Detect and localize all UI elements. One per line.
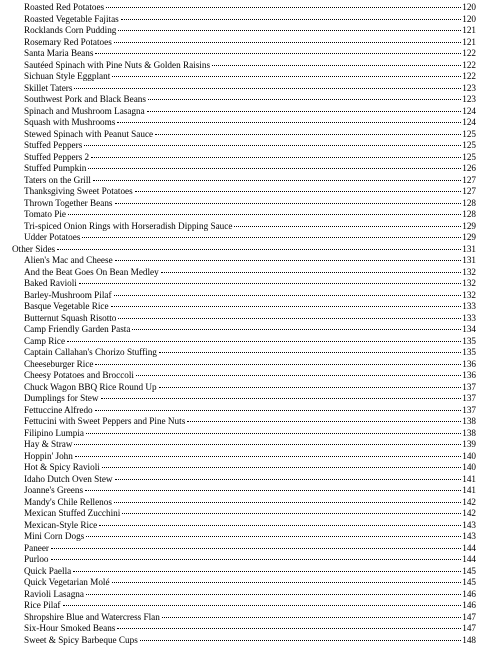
dot-leader: [74, 88, 461, 89]
toc-entry-title: Fettucini with Sweet Peppers and Pine Nuts: [24, 416, 186, 428]
toc-entry-title: Roasted Red Potatoes: [24, 2, 105, 14]
toc-entry-title: Shropshire Blue and Watercress Flan: [24, 612, 161, 624]
toc-entry-page-number: 135: [462, 336, 476, 348]
toc-entry-title: Chuck Wagon BBQ Rice Round Up: [24, 382, 158, 394]
toc-entry[interactable]: [0, 347, 500, 359]
dot-leader: [73, 571, 461, 572]
toc-entry-title: Fettuccine Alfredo: [24, 405, 94, 417]
toc-entry-title: Paneer: [24, 543, 50, 555]
toc-entry[interactable]: [0, 71, 500, 83]
toc-entry[interactable]: [0, 451, 500, 463]
toc-entry-page-number: 137: [462, 382, 476, 394]
toc-entry-title: Quick Vegetarian Molé: [24, 577, 111, 589]
dot-leader: [85, 490, 461, 491]
toc-entry-title: Cheesy Potatoes and Broccoli: [24, 370, 135, 382]
toc-entry-title: Southwest Pork and Black Beans: [24, 94, 147, 106]
toc-entry-page-number: 143: [462, 520, 476, 532]
toc-entry-title: Spinach and Mushroom Lasagna: [24, 106, 146, 118]
dot-leader: [118, 318, 461, 319]
toc-entry-page-number: 127: [462, 186, 476, 198]
dot-leader: [159, 387, 462, 388]
toc-entry[interactable]: [0, 635, 500, 646]
toc-entry-page-number: 140: [462, 451, 476, 463]
toc-entry-title: Six-Hour Smoked Beans: [24, 623, 116, 635]
toc-entry-page-number: 141: [462, 485, 476, 497]
toc-entry[interactable]: [0, 48, 500, 60]
toc-entry-title: Basque Vegetable Rice: [24, 301, 110, 313]
toc-entry-page-number: 129: [462, 232, 476, 244]
toc-entry-page-number: 145: [462, 566, 476, 578]
toc-entry[interactable]: [0, 117, 500, 129]
dot-leader: [101, 398, 462, 399]
toc-entry[interactable]: [0, 359, 500, 371]
table-of-contents: [0, 2, 500, 646]
dot-leader: [118, 30, 461, 31]
toc-entry[interactable]: [0, 462, 500, 474]
toc-entry-page-number: 132: [462, 290, 476, 302]
toc-entry-page-number: 122: [462, 48, 476, 60]
toc-entry-page-number: 121: [462, 37, 476, 49]
toc-entry-page-number: 122: [462, 71, 476, 83]
toc-entry-page-number: 126: [462, 163, 476, 175]
toc-entry-title: Sautéed Spinach with Pine Nuts & Golden Raisins: [24, 60, 211, 72]
dot-leader: [67, 341, 461, 342]
toc-entry-page-number: 122: [462, 60, 476, 72]
toc-entry-page-number: 123: [462, 94, 476, 106]
toc-entry-page-number: 128: [462, 209, 476, 221]
toc-entry-title: Butternut Squash Risotto: [24, 313, 117, 325]
toc-entry[interactable]: [0, 140, 500, 152]
toc-entry-page-number: 125: [462, 140, 476, 152]
toc-entry[interactable]: [0, 175, 500, 187]
toc-entry[interactable]: [0, 405, 500, 417]
dot-leader: [122, 513, 461, 514]
toc-entry-title: Camp Rice: [24, 336, 66, 348]
toc-entry[interactable]: [0, 290, 500, 302]
dot-leader: [79, 283, 461, 284]
dot-leader: [148, 99, 461, 100]
toc-entry-page-number: 147: [462, 612, 476, 624]
toc-entry[interactable]: [0, 324, 500, 336]
toc-entry[interactable]: [0, 152, 500, 164]
toc-entry-title: Mandy's Chile Rellenos: [24, 497, 113, 509]
toc-entry-title: Tomato Pie: [24, 209, 67, 221]
toc-entry-page-number: 138: [462, 416, 476, 428]
toc-entry[interactable]: [0, 497, 500, 509]
toc-entry-page-number: 140: [462, 462, 476, 474]
toc-entry-page-number: 123: [462, 83, 476, 95]
toc-entry-title: Mini Corn Dogs: [24, 531, 85, 543]
toc-entry-page-number: 137: [462, 405, 476, 417]
dot-leader: [82, 237, 461, 238]
dot-leader: [132, 329, 461, 330]
toc-entry[interactable]: [0, 278, 500, 290]
dot-leader: [95, 410, 462, 411]
toc-entry[interactable]: [0, 106, 500, 118]
dot-leader: [114, 42, 461, 43]
toc-entry-page-number: 120: [462, 14, 476, 26]
toc-entry-page-number: 142: [462, 497, 476, 509]
toc-entry-title: Stuffed Peppers: [24, 140, 83, 152]
toc-entry-page-number: 134: [462, 324, 476, 336]
toc-entry-title: Sweet & Spicy Barbeque Cups: [24, 635, 139, 646]
toc-entry[interactable]: [0, 209, 500, 221]
toc-entry-title: Captain Callahan's Chorizo Stuffing: [24, 347, 158, 359]
toc-entry[interactable]: [0, 416, 500, 428]
toc-entry-page-number: 125: [462, 152, 476, 164]
dot-leader: [111, 306, 462, 307]
dot-leader: [91, 157, 461, 158]
dot-leader: [84, 145, 461, 146]
toc-entry-page-number: 120: [462, 2, 476, 14]
toc-entry[interactable]: [0, 428, 500, 440]
toc-entry[interactable]: [0, 531, 500, 543]
toc-entry-title: Barley-Mushroom Pilaf: [24, 290, 113, 302]
toc-entry-page-number: 143: [462, 531, 476, 543]
toc-entry-title: Ravioli Lasagna: [24, 589, 85, 601]
dot-leader: [114, 502, 461, 503]
toc-entry-title: Sichuan Style Eggplant: [24, 71, 111, 83]
toc-entry[interactable]: [0, 600, 500, 612]
dot-leader: [114, 295, 462, 296]
toc-entry[interactable]: [0, 163, 500, 175]
toc-entry-page-number: 132: [462, 267, 476, 279]
toc-entry-page-number: 147: [462, 623, 476, 635]
toc-entry-title: Mexican Stuffed Zucchini: [24, 508, 121, 520]
dot-leader: [93, 180, 461, 181]
toc-entry-title: Filipino Lumpia: [24, 428, 85, 440]
toc-entry-title: Hoppin' John: [24, 451, 74, 463]
toc-entry-page-number: 124: [462, 106, 476, 118]
toc-entry[interactable]: [0, 2, 500, 14]
dot-leader: [112, 76, 461, 77]
dot-leader: [51, 548, 461, 549]
toc-entry[interactable]: [0, 94, 500, 106]
toc-entry-title: Quick Paella: [24, 566, 72, 578]
toc-entry-page-number: 125: [462, 129, 476, 141]
dot-leader: [121, 19, 461, 20]
dot-leader: [117, 122, 461, 123]
toc-entry-title: And the Beat Goes On Bean Medley: [24, 267, 160, 279]
toc-entry[interactable]: [0, 60, 500, 72]
toc-entry[interactable]: [0, 186, 500, 198]
toc-entry-title: Purloo: [24, 554, 50, 566]
toc-entry[interactable]: [0, 370, 500, 382]
toc-entry-title: Rocklands Corn Pudding: [24, 25, 117, 37]
dot-leader: [161, 272, 462, 273]
dot-leader: [155, 134, 461, 135]
dot-leader: [212, 65, 461, 66]
toc-entry[interactable]: [0, 474, 500, 486]
dot-leader: [57, 249, 461, 250]
dot-leader: [88, 168, 461, 169]
toc-entry[interactable]: [0, 566, 500, 578]
toc-entry-page-number: 139: [462, 439, 476, 451]
toc-entry[interactable]: [0, 255, 500, 267]
toc-entry-page-number: 137: [462, 393, 476, 405]
toc-entry[interactable]: [0, 543, 500, 555]
toc-entry[interactable]: [0, 83, 500, 95]
dot-leader: [117, 628, 461, 629]
toc-entry-title: Dumplings for Stew: [24, 393, 100, 405]
toc-entry[interactable]: [0, 508, 500, 520]
toc-entry-title: Joanne's Greens: [24, 485, 84, 497]
toc-entry[interactable]: [0, 439, 500, 451]
toc-entry-title: Thanksgiving Sweet Potatoes: [24, 186, 134, 198]
toc-entry-page-number: 121: [462, 25, 476, 37]
toc-entry-page-number: 142: [462, 508, 476, 520]
dot-leader: [86, 536, 461, 537]
dot-leader: [147, 111, 462, 112]
dot-leader: [115, 479, 462, 480]
toc-entry-title: Mexican-Style Rice: [24, 520, 98, 532]
toc-entry-title: Squash with Mushrooms: [24, 117, 116, 129]
toc-entry-title: Skillet Taters: [24, 83, 73, 95]
dot-leader: [135, 191, 462, 192]
toc-entry[interactable]: [0, 232, 500, 244]
dot-leader: [234, 226, 461, 227]
toc-entry[interactable]: [0, 25, 500, 37]
dot-leader: [106, 7, 461, 8]
toc-entry-page-number: 136: [462, 359, 476, 371]
dot-leader: [95, 53, 461, 54]
dot-leader: [51, 559, 462, 560]
toc-entry-page-number: 124: [462, 117, 476, 129]
toc-entry-page-number: 136: [462, 370, 476, 382]
toc-entry-title: Alien's Mac and Cheese: [24, 255, 114, 267]
toc-entry[interactable]: [0, 554, 500, 566]
toc-entry-page-number: 133: [462, 301, 476, 313]
dot-leader: [187, 421, 461, 422]
toc-entry-title: Taters on the Grill: [24, 175, 92, 187]
toc-entry-page-number: 138: [462, 428, 476, 440]
toc-entry[interactable]: [0, 382, 500, 394]
toc-entry[interactable]: [0, 589, 500, 601]
toc-entry[interactable]: [0, 267, 500, 279]
toc-entry[interactable]: [0, 393, 500, 405]
toc-entry-title: Stewed Spinach with Peanut Sauce: [24, 129, 154, 141]
dot-leader: [86, 433, 461, 434]
toc-entry-page-number: 148: [462, 635, 476, 646]
dot-leader: [74, 444, 461, 445]
toc-entry-page-number: 129: [462, 221, 476, 233]
toc-entry-title: Tri-spiced Onion Rings with Horseradish Dipping Sauce: [24, 221, 233, 233]
toc-entry[interactable]: [0, 520, 500, 532]
dot-leader: [68, 214, 461, 215]
toc-entry-title: Roasted Vegetable Fajitas: [24, 14, 120, 26]
toc-entry[interactable]: [0, 336, 500, 348]
toc-entry-title: Hot & Spicy Ravioli: [24, 462, 101, 474]
toc-entry[interactable]: [0, 198, 500, 210]
toc-entry-page-number: 144: [462, 543, 476, 555]
dot-leader: [140, 640, 461, 641]
dot-leader: [136, 375, 461, 376]
toc-entry-title: Stuffed Peppers 2: [24, 152, 90, 164]
toc-entry-title: Rosemary Red Potatoes: [24, 37, 113, 49]
toc-entry-page-number: 132: [462, 278, 476, 290]
toc-entry-title: Stuffed Pumpkin: [24, 163, 87, 175]
toc-section-entry[interactable]: [0, 244, 500, 256]
toc-entry-title: Camp Friendly Garden Pasta: [24, 324, 131, 336]
toc-entry-page-number: 141: [462, 474, 476, 486]
dot-leader: [99, 525, 461, 526]
dot-leader: [63, 605, 462, 606]
toc-entry-title: Thrown Together Beans: [24, 198, 114, 210]
dot-leader: [95, 364, 461, 365]
dot-leader: [102, 467, 461, 468]
toc-entry[interactable]: [0, 612, 500, 624]
toc-entry-title: Santa Maria Beans: [24, 48, 94, 60]
toc-entry-page-number: 146: [462, 600, 476, 612]
dot-leader: [75, 456, 461, 457]
dot-leader: [159, 352, 461, 353]
dot-leader: [86, 594, 461, 595]
toc-entry-page-number: 135: [462, 347, 476, 359]
dot-leader: [112, 582, 462, 583]
dot-leader: [162, 617, 461, 618]
toc-entry[interactable]: [0, 221, 500, 233]
toc-entry-title: Idaho Dutch Oven Stew: [24, 474, 114, 486]
toc-entry-title: Cheeseburger Rice: [24, 359, 94, 371]
toc-entry[interactable]: [0, 37, 500, 49]
toc-entry-page-number: 127: [462, 175, 476, 187]
toc-entry[interactable]: [0, 577, 500, 589]
toc-entry-page-number: 131: [462, 255, 476, 267]
toc-entry-title: Udder Potatoes: [24, 232, 81, 244]
toc-entry[interactable]: [0, 313, 500, 325]
toc-entry-page-number: 145: [462, 577, 476, 589]
toc-entry[interactable]: [0, 129, 500, 141]
toc-entry-title: Rice Pilaf: [24, 600, 62, 612]
dot-leader: [115, 260, 462, 261]
toc-entry[interactable]: [0, 14, 500, 26]
toc-entry-title: Other Sides: [12, 244, 56, 256]
toc-entry[interactable]: [0, 485, 500, 497]
toc-entry-title: Baked Ravioli: [24, 278, 78, 290]
toc-entry-page-number: 133: [462, 313, 476, 325]
toc-entry-page-number: 131: [462, 244, 476, 256]
toc-entry-page-number: 146: [462, 589, 476, 601]
toc-entry[interactable]: [0, 623, 500, 635]
toc-entry-page-number: 128: [462, 198, 476, 210]
toc-entry[interactable]: [0, 301, 500, 313]
toc-entry-page-number: 144: [462, 554, 476, 566]
toc-entry-title: Hay & Straw: [24, 439, 73, 451]
dot-leader: [115, 203, 462, 204]
